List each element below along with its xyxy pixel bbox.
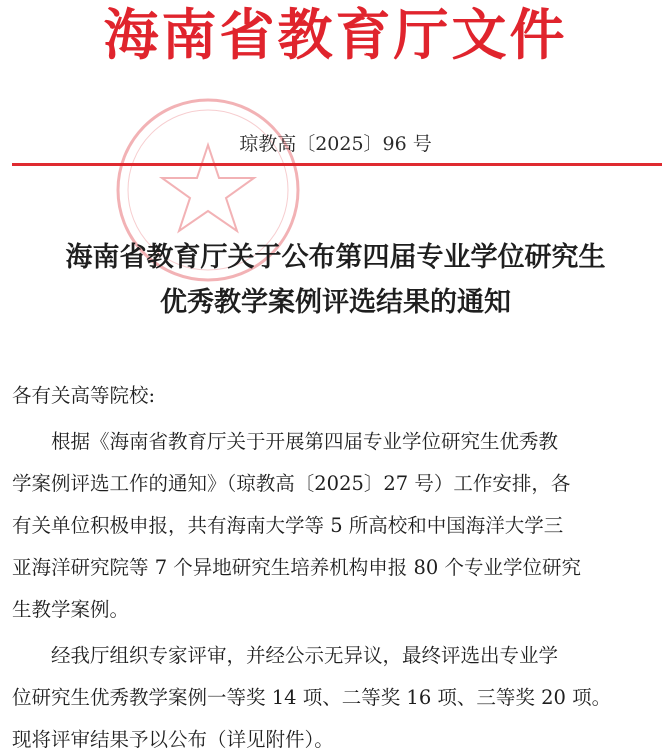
paragraph-1-line: 亚海洋研究院等 7 个异地研究生培养机构申报 80 个专业学位研究 [12,556,582,579]
salutation: 各有关高等院校: [12,384,156,407]
paragraph-1-line: 有关单位积极申报，共有海南大学等 5 所高校和中国海洋大学三 [12,514,564,537]
paragraph-2-line: 现将评审结果予以公布（详见附件）。 [12,728,334,751]
paragraph-1-line: 生教学案例。 [12,598,130,621]
paragraph-2-line: 位研究生优秀教学案例一等奖 14 项、二等奖 16 项、三等奖 20 项。 [12,686,612,709]
paragraph-1-line: 根据《海南省教育厅关于开展第四届专业学位研究生优秀教 [12,430,559,453]
red-divider-line [12,163,662,166]
paragraph-1-line: 学案例评选工作的通知》（琼教高〔2025〕27 号）工作安排，各 [12,472,571,495]
paragraph-2-line: 经我厅组织专家评审，并经公示无异议，最终评选出专业学 [12,644,559,667]
masthead-title: 海南省教育厅文件 [103,3,568,67]
document-number: 琼教高〔2025〕96 号 [239,133,432,155]
notice-title-line-2: 优秀教学案例评选结果的通知 [160,287,511,318]
notice-title-line-1: 海南省教育厅关于公布第四届专业学位研究生 [65,242,606,273]
